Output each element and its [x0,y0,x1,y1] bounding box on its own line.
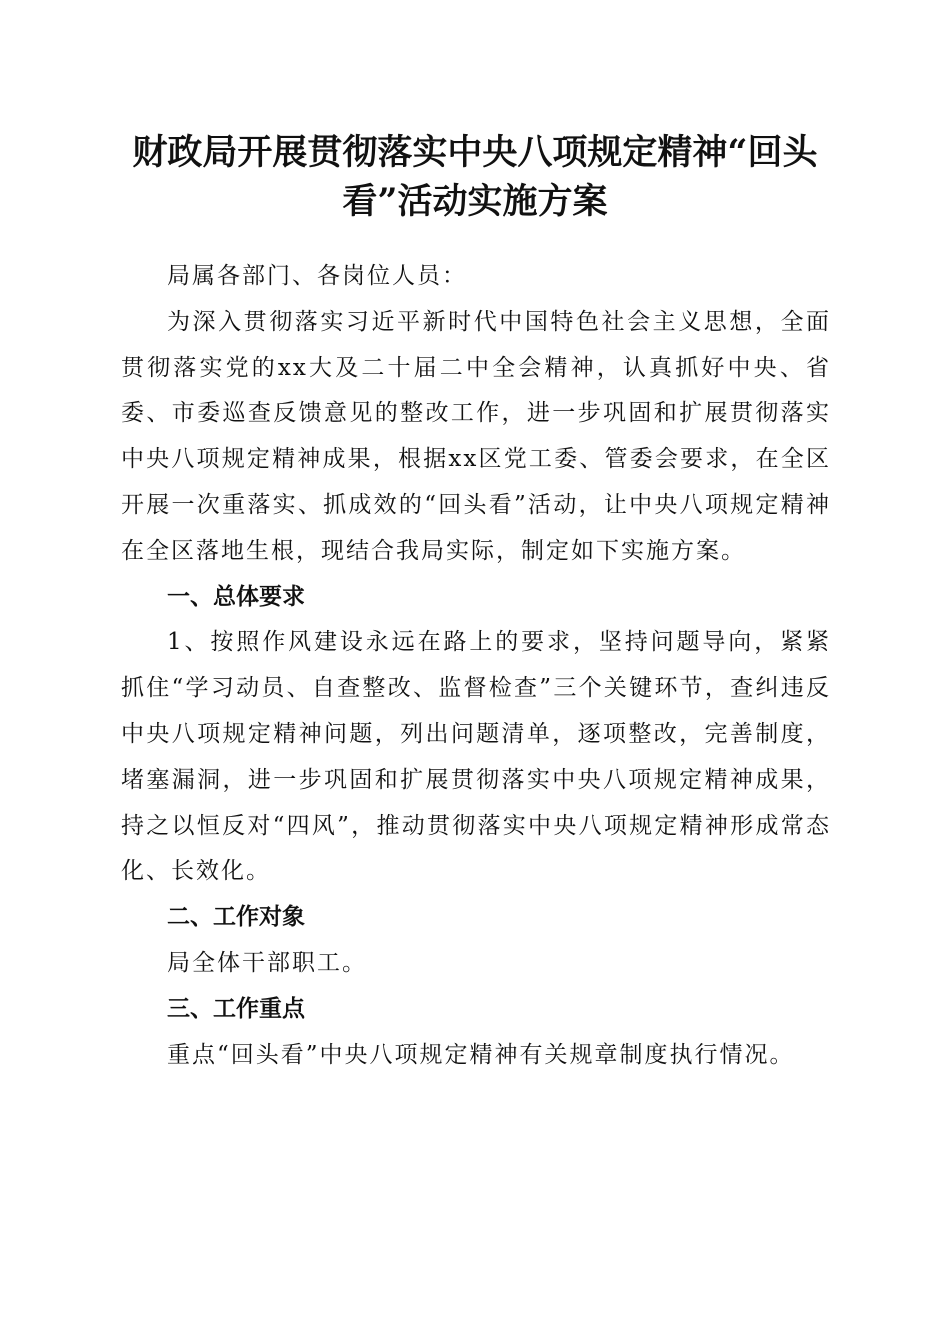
title-line-1: 财政局开展贯彻落实中央八项规定精神“回头 [132,132,818,173]
section-text-work-focus: 重点“回头看”中央八项规定精神有关规章制度执行情况。 [167,1041,795,1068]
section-heading-work-focus: 三、工作重点 [167,995,305,1022]
title-line-2: 看”活动实施方案 [342,181,608,222]
section-text-general-requirements: 1、按照作风建设永远在路上的要求，坚持问题导向，紧紧抓住“学习动员、自查整改、监督检查”三个关键环节，查纠违反中央八项规定精神问题，列出问题清单，逐项整改，完善制度，堵塞漏洞，进一步巩固和扩展贯彻落实中央八项规定精神成果，持之以恒反对“四风”，推动贯彻落实中央八项规定精神形成常态化、长效化。 [121,629,831,885]
document-body [121,254,831,1078]
intro-paragraph: 为深入贯彻落实习近平新时代中国特色社会主义思想，全面贯彻落实党的xx大及二十届二中全会精神，认真抓好中央、省委、市委巡查反馈意见的整改工作，进一步巩固和扩展贯彻落实中央八项规定精神成果，根据xx区党工委、管委会要求，在全区开展一次重落实、抓成效的“回头看”活动，让中央八项规定精神在全区落地生根，现结合我局实际，制定如下实施方案。 [121,308,831,564]
section-heading-work-targets: 二、工作对象 [167,904,305,931]
salutation: 局属各部门、各岗位人员： [167,263,467,289]
document-title [110,128,840,226]
section-text-work-targets: 局全体干部职工。 [167,949,367,976]
section-heading-general-requirements: 一、总体要求 [167,583,305,610]
